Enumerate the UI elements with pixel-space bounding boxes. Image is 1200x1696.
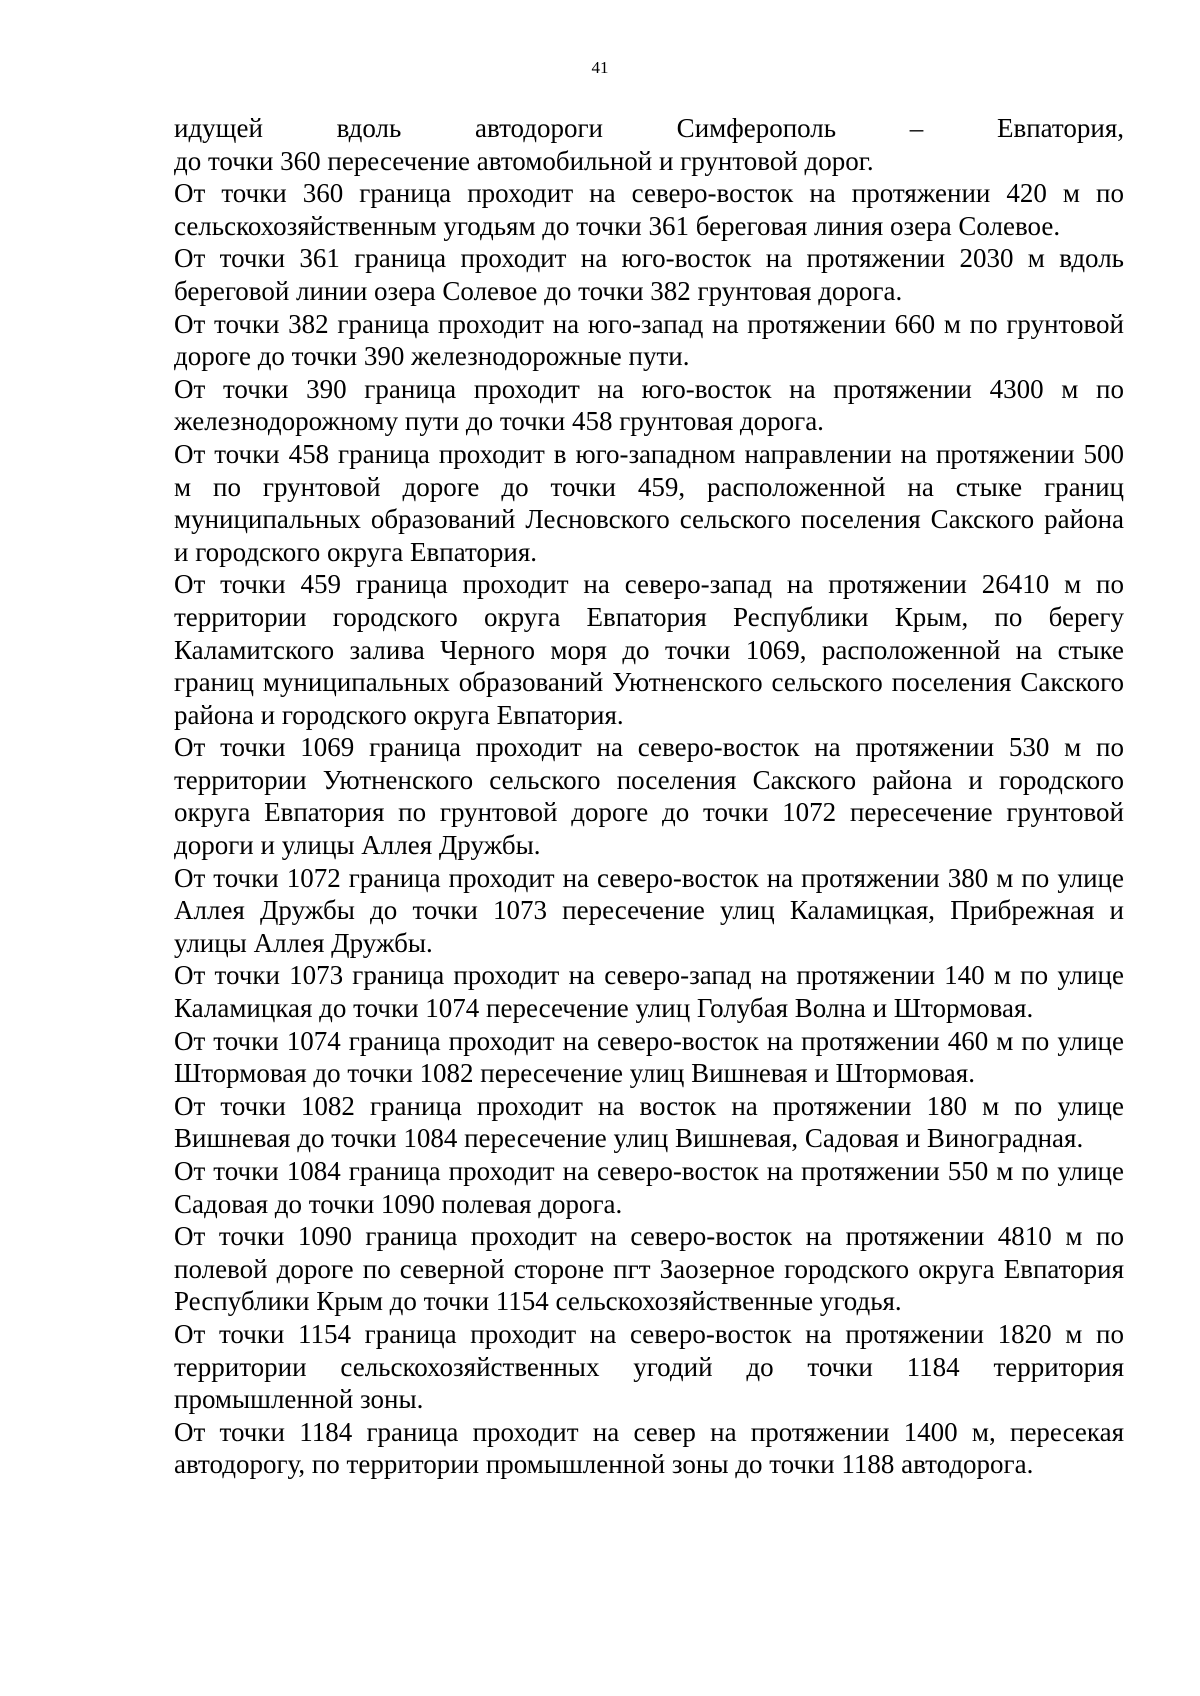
paragraph: От точки 1154 граница проходит на северо-восток на протяжении 1820 м по территории сельскохозяйственных угодий до точки 1184 территория промышленной зоны. [174, 1318, 1124, 1415]
document-body [174, 112, 1124, 1481]
paragraph: От точки 360 граница проходит на северо-восток на протяжении 420 м по сельскохозяйственным угодьям до точки 361 береговая линия озера Солевое. [174, 178, 1124, 241]
paragraph: От точки 361 граница проходит на юго-восток на протяжении 2030 м вдоль береговой линии озера Солевое до точки 382 грунтовая дорога. [174, 243, 1124, 306]
paragraph: От точки 458 граница проходит в юго-западном направлении на протяжении 500 м по грунтовой дороге до точки 459, расположенной на стыке границ муниципальных образований Лесновского сельского поселения Сакского района и городского округа Евпатория. [174, 438, 1124, 567]
paragraph-continuation-first-line: идущей вдоль автодороги Симферополь – Евпатория, [174, 113, 1124, 143]
paragraph: От точки 1084 граница проходит на северо-восток на протяжении 550 м по улице Садовая до точки 1090 полевая дорога. [174, 1156, 1124, 1219]
paragraph: От точки 1073 граница проходит на северо-запад на протяжении 140 м по улице Каламицкая до точки 1074 пересечение улиц Голубая Волна и Штормовая. [174, 960, 1124, 1024]
paragraph: От точки 382 граница проходит на юго-запад на протяжении 660 м по грунтовой дороге до точки 390 железнодорожные пути. [174, 308, 1124, 372]
paragraph: От точки 1069 граница проходит на северо-восток на протяжении 530 м по территории Уютненского сельского поселения Сакского района и городского округа Евпатория по грунтовой дороге до точки 1072 пересечение грунтовой дороги и улицы Аллея Дружбы. [174, 732, 1124, 861]
paragraph: От точки 1090 граница проходит на северо-восток на протяжении 4810 м по полевой дороге по северной стороне пгт Заозерное городского округа Евпатория Республики Крым до точки 1154 сельскохозяйственные угодья. [174, 1221, 1124, 1317]
paragraph: От точки 1082 граница проходит на восток на протяжении 180 м по улице Вишневая до точки 1084 пересечение улиц Вишневая, Садовая и Виноградная. [174, 1090, 1124, 1154]
paragraph: От точки 1184 граница проходит на север на протяжении 1400 м, пересекая автодорогу, по территории промышленной зоны до точки 1188 автодорога. [174, 1416, 1124, 1480]
paragraph: От точки 390 граница проходит на юго-восток на протяжении 4300 м по железнодорожному пути до точки 458 грунтовая дорога. [174, 373, 1124, 437]
paragraph-continuation: до точки 360 пересечение автомобильной и грунтовой дорог. [174, 145, 874, 176]
paragraph: От точки 1074 граница проходит на северо-восток на протяжении 460 м по улице Штормовая до точки 1082 пересечение улиц Вишневая и Штормовая. [174, 1025, 1124, 1089]
page-number: 41 [591, 58, 609, 77]
paragraph: От точки 459 граница проходит на северо-запад на протяжении 26410 м по территории городского округа Евпатория Республики Крым, по берегу Каламитского залива Черного моря до точки 1069, расположенной на стыке границ муниципальных образований Уютненского сельского поселения Сакского района и городского округа Евпатория. [174, 569, 1124, 730]
paragraph: От точки 1072 граница проходит на северо-восток на протяжении 380 м по улице Аллея Дружбы до точки 1073 пересечение улиц Каламицкая, Прибрежная и улицы Аллея Дружбы. [174, 862, 1124, 958]
